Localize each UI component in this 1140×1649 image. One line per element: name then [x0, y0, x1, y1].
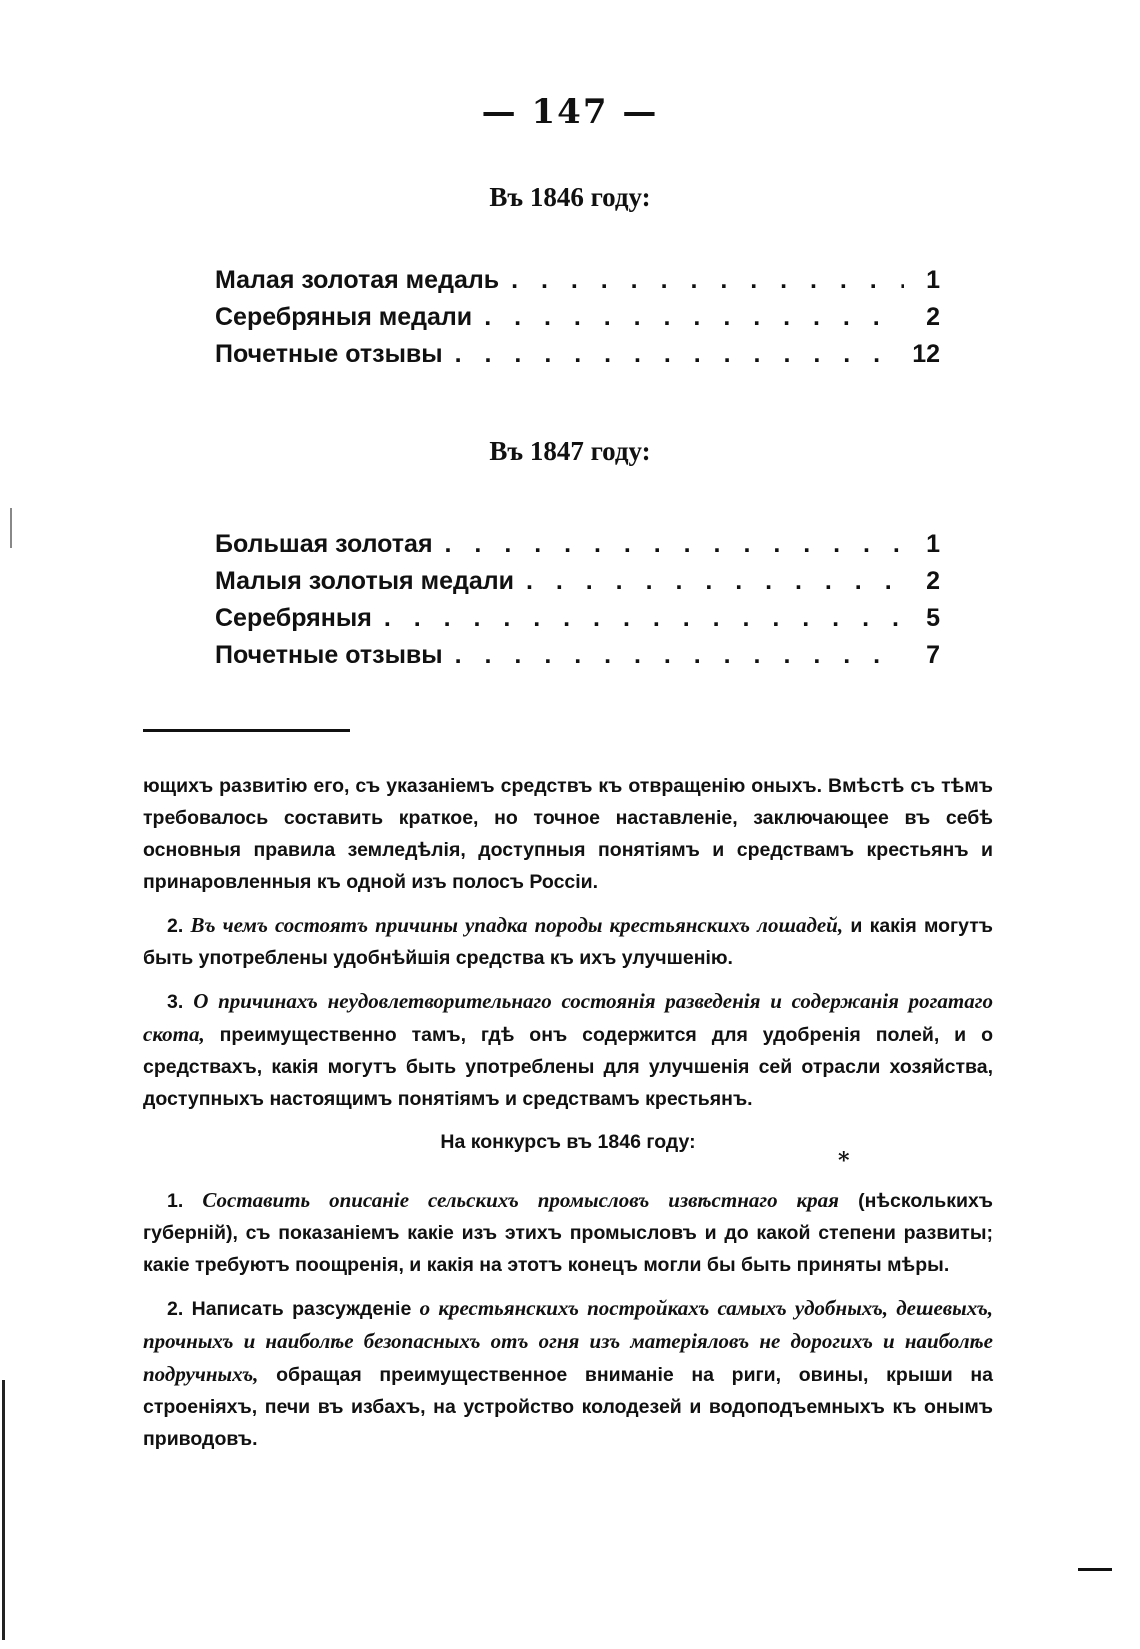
award-name: Большая золотая [215, 530, 433, 558]
dot-leader [526, 567, 904, 596]
award-count: 1 [926, 266, 940, 294]
item-number: 3. [167, 991, 184, 1013]
dot-leader [455, 641, 904, 670]
award-row [215, 567, 940, 604]
italic-topic: Въ чемъ состоятъ причины упадка породы крестьянскихъ лошадей, [190, 913, 844, 937]
award-row [215, 604, 940, 641]
dot-leader [445, 530, 904, 559]
page-corner-mark [1078, 1568, 1112, 1571]
footnote-paragraph-2 [143, 909, 993, 974]
award-count: 2 [926, 567, 940, 595]
year-heading-1847: Въ 1847 году: [489, 436, 651, 466]
item-number: 2. [167, 1298, 184, 1320]
footnote-body [143, 770, 993, 1466]
italic-topic: о крестьянскихъ постройкахъ самыхъ удобныхъ, дешевыхъ, прочныхъ и наиболѣе безопасныхъ отъ огня изъ матеріяловъ не дорогихъ и наиболѣе подручныхъ, [143, 1296, 994, 1386]
award-name: Серебряныя медали [215, 303, 473, 331]
item-number: 2. [167, 915, 184, 937]
dot-leader [484, 303, 904, 332]
asterisk-mark: * [838, 1148, 850, 1174]
award-list-1846 [215, 266, 940, 377]
award-name: Почетные отзывы [215, 340, 443, 368]
award-count: 5 [926, 604, 940, 632]
dot-leader [384, 604, 904, 633]
paragraph-text: (нѣсколькихъ губерній), съ показаніемъ какіе изъ этихъ промысловъ и до какой степени развиты; какіе требуютъ поощренія, и какія на этотъ конецъ могли бы быть приняты мѣры. [143, 1190, 994, 1276]
award-list-1847 [215, 530, 940, 678]
paragraph-lead: Написать разсужденіе [191, 1298, 412, 1320]
footnote-paragraph-3 [143, 985, 993, 1115]
binding-edge-mark [10, 508, 12, 548]
award-row [215, 266, 940, 303]
paragraph-text: и какія могутъ быть употреблены удобнѣйшія средства къ ихъ улучшенію. [143, 915, 994, 969]
binding-edge-mark [2, 1380, 5, 1640]
award-count: 2 [926, 303, 940, 331]
paragraph-text: преимущественно тамъ, гдѣ онъ содержится для удобренія полей, и о средствахъ, какія могутъ быть употреблены для улучшенія сей отрасли хозяйства, доступныхъ настоящимъ понятіямъ и средствамъ крестьянъ. [143, 1024, 993, 1110]
contest-item-1 [143, 1184, 993, 1281]
paragraph-text: обращая преимущественное вниманіе на риги, овины, крыши на строеніяхъ, печи въ избахъ, на устройство колодезей и водоподъемныхъ къ онымъ приводовъ. [143, 1364, 993, 1450]
award-name: Почетные отзывы [215, 641, 443, 669]
item-number: 1. [167, 1190, 184, 1212]
dot-leader [511, 266, 904, 295]
award-count: 7 [926, 641, 940, 669]
dot-leader [455, 340, 901, 369]
contest-heading: На конкурсъ въ 1846 году: [440, 1131, 696, 1153]
award-row [215, 641, 940, 678]
page-number: — 147 — [481, 92, 659, 132]
award-name: Малыя золотыя медали [215, 567, 514, 595]
italic-topic: О причинахъ неудовлетворительнаго состоянія разведенія и содержанія рогатаго скота, [143, 989, 993, 1046]
award-count: 1 [926, 530, 940, 558]
italic-topic: Составить описаніе сельскихъ промысловъ извѣстнаго края [202, 1188, 839, 1212]
award-row [215, 530, 940, 567]
award-name: Малая золотая медаль [215, 266, 500, 294]
award-row [215, 303, 940, 340]
footnote-paragraph-continuation: ющихъ развитію его, съ указаніемъ средствъ къ отвращенію оныхъ. Вмѣстѣ съ тѣмъ требовалось составить краткое, но точное наставленіе, заключающее въ себѣ основныя правила земледѣлія, доступныя понятіямъ и средствамъ крестьянъ и принаровленныя къ одной изъ полосъ Россіи. [143, 775, 993, 893]
contest-item-2 [143, 1292, 993, 1455]
award-name: Серебряныя [215, 604, 372, 632]
award-row [215, 340, 940, 377]
year-heading-1846: Въ 1846 году: [489, 182, 651, 212]
award-count: 12 [912, 340, 940, 368]
footnote-divider [143, 729, 350, 732]
